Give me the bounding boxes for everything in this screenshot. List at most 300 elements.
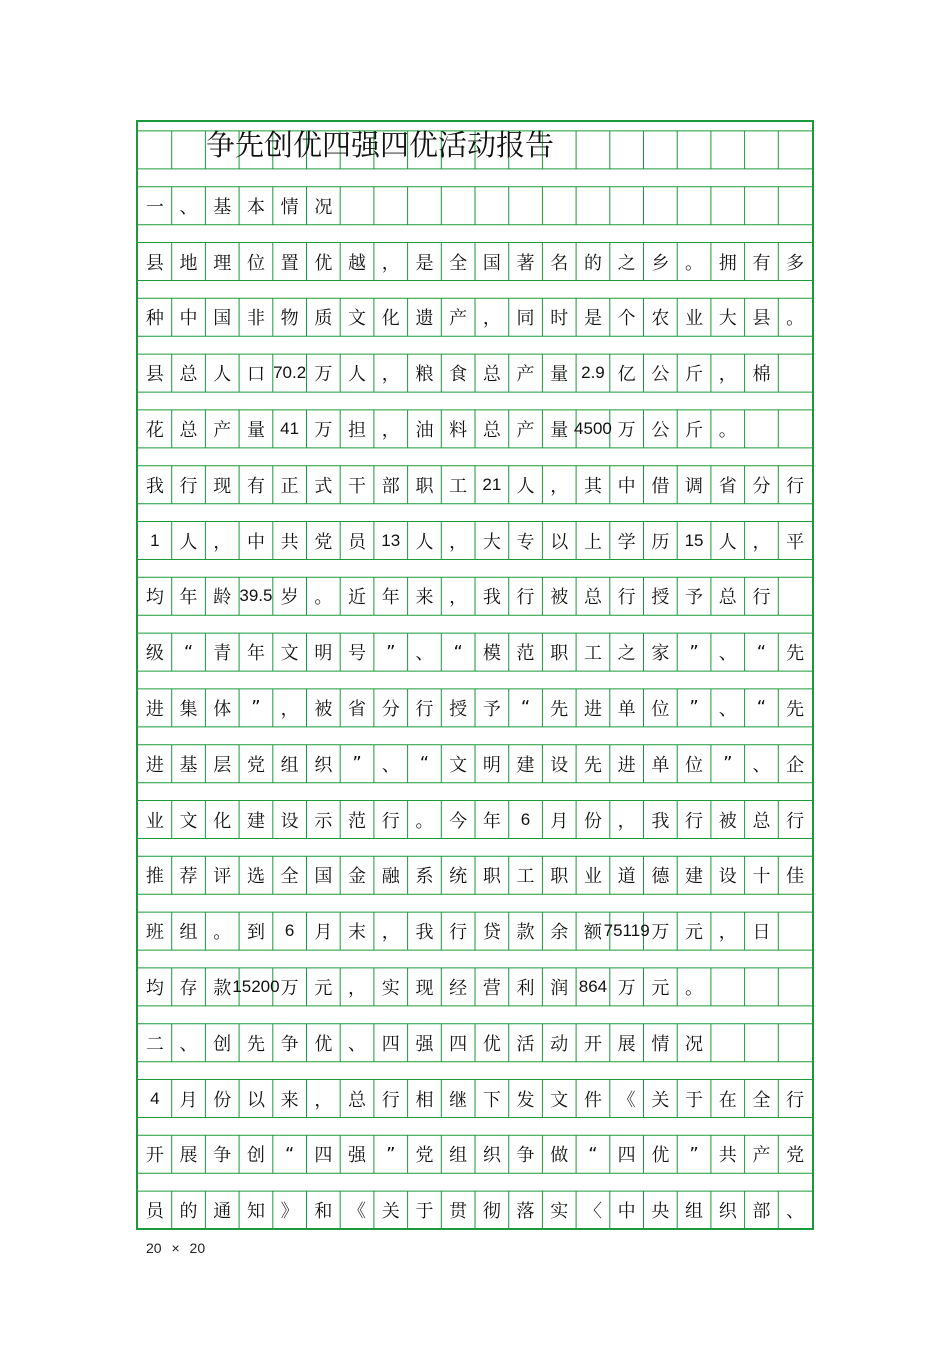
grid-cell: 借	[651, 475, 670, 497]
grid-cell: 行	[685, 810, 704, 832]
grid-cell: 行	[415, 698, 434, 720]
grid-cell: 21	[482, 474, 502, 494]
grid-cell: 有	[752, 252, 771, 274]
grid-cell: 有	[246, 475, 265, 497]
grid-cell: “	[756, 697, 767, 719]
grid-cell: 进	[145, 754, 164, 776]
grid-cell: 置	[280, 252, 299, 274]
grid-cell: 15	[684, 530, 704, 550]
grid-cell: 产	[449, 308, 468, 330]
grid-cell: 1	[150, 530, 160, 550]
grid-cell: 优	[314, 252, 333, 274]
grid-cell: 月	[550, 810, 569, 832]
grid-cell: 集	[179, 698, 198, 720]
grid-cell: 被	[718, 810, 737, 832]
grid-cell: 优	[651, 1145, 670, 1167]
grid-cell: 系	[415, 866, 434, 888]
text-row	[138, 1080, 812, 1118]
grid-cell: 地	[179, 252, 198, 274]
grid-cell: 争	[516, 1145, 535, 1167]
grid-cell: “	[453, 641, 463, 663]
grid-cell: 现	[213, 475, 232, 497]
grid-cell: 行	[179, 475, 198, 497]
grid-cell: 著	[516, 252, 535, 274]
grid-cell: ，	[381, 252, 400, 274]
grid-cell: 行	[617, 587, 636, 609]
grid-cell: 产	[752, 1145, 771, 1167]
grid-cell: 工	[449, 475, 468, 497]
grid-cell: 食	[449, 364, 468, 386]
grid-cell: 、	[179, 1033, 198, 1055]
text-row	[138, 633, 812, 671]
grid-cell: 文	[280, 643, 299, 665]
grid-cell: 层	[213, 754, 232, 776]
grid-cell: 款	[213, 977, 232, 999]
grid-cell: 优	[482, 1033, 501, 1055]
grid-cell: 开	[583, 1033, 602, 1055]
grid-cell: 争	[280, 1033, 299, 1055]
grid-cell: 建	[685, 866, 704, 888]
grid-cell: 下	[482, 1089, 501, 1111]
grid-cell: 实	[550, 1201, 569, 1223]
grid-cell: 量	[550, 419, 569, 441]
grid-cell: 织	[718, 1201, 737, 1223]
grid-cell: 经	[449, 977, 468, 999]
grid-cell: 共	[718, 1145, 737, 1167]
grid-cell: 争	[213, 1145, 232, 1167]
grid-cell: 余	[550, 922, 569, 944]
grid-cell: 模	[482, 643, 501, 665]
grid-cell: 量	[550, 364, 569, 386]
text-row	[138, 1024, 812, 1062]
grid-cell: “	[520, 697, 531, 719]
grid-cell: 。	[415, 810, 434, 832]
grid-cell: 总	[179, 364, 198, 386]
grid-cell: 、	[179, 196, 198, 218]
grid-cell: 织	[482, 1145, 501, 1167]
grid-cell: ，	[280, 698, 299, 720]
grid-cell: 行	[786, 475, 805, 497]
grid-cell: 的	[583, 252, 602, 274]
grid-cell: 落	[516, 1201, 535, 1223]
grid-cell: 大	[482, 531, 501, 553]
grid-cell: “	[419, 753, 430, 775]
grid-size-footer	[146, 1240, 205, 1256]
grid-cell: 行	[752, 587, 771, 609]
grid-cell: 理	[213, 252, 232, 274]
grid-cell: 县	[145, 252, 164, 274]
grid-cell: 4500	[574, 418, 612, 438]
grid-cell: 职	[415, 475, 434, 497]
footer-times-sign: ×	[171, 1240, 180, 1256]
grid-cell: 贯	[449, 1201, 468, 1223]
grid-cell: 万	[651, 922, 670, 944]
grid-cell: 量	[246, 419, 265, 441]
footer-rows: 20	[146, 1240, 162, 1256]
grid-cell: 。	[685, 977, 704, 999]
grid-cell: 创	[213, 1033, 232, 1055]
grid-cell: 被	[314, 698, 333, 720]
grid-cell: 强	[348, 1145, 367, 1167]
text-row	[138, 410, 812, 448]
grid-cell: 关	[381, 1201, 400, 1223]
grid-cell: 人	[516, 475, 535, 497]
grid-cell: 、	[381, 754, 400, 776]
grid-cell: 做	[550, 1145, 569, 1167]
grid-cell: 进	[583, 698, 602, 720]
grid-cell: 组	[179, 922, 198, 944]
grid-cell: 人	[415, 531, 434, 553]
grid-cell: 款	[516, 922, 535, 944]
grid-cell: 是	[415, 252, 434, 274]
grid-cell: 员	[145, 1201, 164, 1223]
grid-cell: 开	[145, 1145, 164, 1167]
grid-cell: 设	[550, 754, 569, 776]
grid-cell: 优	[314, 1033, 333, 1055]
grid-cell: 部	[752, 1201, 771, 1223]
grid-cell: 基	[213, 196, 232, 218]
grid-cell: 省	[718, 475, 737, 497]
grid-cell: 年	[179, 587, 198, 609]
grid-cell: ，	[348, 977, 367, 999]
grid-cell: 全	[280, 866, 299, 888]
grid-cell: 关	[651, 1089, 670, 1111]
grid-cell: 先	[786, 698, 805, 720]
grid-cell: ”	[352, 753, 362, 775]
grid-cell: 我	[482, 587, 501, 609]
grid-cell: 先	[246, 1033, 265, 1055]
grid-cell: 工	[516, 866, 535, 888]
grid-cell: 职	[550, 866, 569, 888]
grid-cell: 我	[415, 922, 434, 944]
grid-cell: “	[588, 1143, 598, 1165]
grid-cell: 末	[348, 922, 367, 944]
grid-cell: 和	[314, 1201, 333, 1223]
grid-cell: 进	[145, 698, 164, 720]
grid-cell: ，	[482, 308, 501, 330]
grid-cell: 基	[179, 754, 198, 776]
grid-cell: 人	[718, 531, 737, 553]
grid-cell: 职	[482, 866, 501, 888]
grid-cell: 营	[482, 977, 501, 999]
grid-cell: 龄	[213, 587, 232, 609]
grid-cell: 、	[718, 643, 737, 665]
text-row	[138, 745, 812, 783]
grid-cell: 。	[786, 308, 805, 330]
grid-cell: 份	[583, 810, 602, 832]
grid-cell: 情	[651, 1033, 670, 1055]
grid-cell: 、	[752, 754, 771, 776]
grid-cell: 的	[179, 1201, 198, 1223]
grid-cell: 知	[246, 1201, 265, 1223]
grid-cell: 月	[179, 1089, 198, 1111]
text-row	[138, 298, 812, 336]
grid-cell: 正	[280, 475, 299, 497]
text-row	[138, 187, 812, 225]
grid-cell: 润	[550, 977, 569, 999]
grid-cell: 、	[718, 698, 737, 720]
grid-cell: 我	[651, 810, 670, 832]
grid-cell: 15200	[232, 976, 280, 996]
grid-cell: 况	[314, 196, 333, 218]
grid-cell: 调	[685, 475, 704, 497]
grid-cell: ”	[386, 1143, 396, 1165]
grid-cell: 来	[280, 1089, 299, 1111]
grid-cell: 二	[145, 1033, 164, 1055]
grid-cell: 到	[246, 922, 265, 944]
grid-cell: 多	[786, 252, 805, 274]
grid-cell: 。	[213, 922, 232, 944]
grid-cell: 总	[482, 419, 501, 441]
grid-cell: 被	[550, 587, 569, 609]
grid-cell: 动	[550, 1033, 569, 1055]
grid-cell: 历	[651, 531, 670, 553]
grid-cell: 6	[284, 921, 295, 941]
grid-cell: 万	[314, 419, 333, 441]
grid-cell: 位	[246, 252, 265, 274]
grid-cell: 范	[348, 810, 367, 832]
grid-cell: ”	[251, 697, 261, 719]
grid-cell: “	[284, 1143, 295, 1165]
grid-cell: 中	[617, 1201, 636, 1223]
grid-cell: 担	[348, 419, 367, 441]
grid-cell: 以	[246, 1089, 265, 1111]
grid-cell: 相	[415, 1089, 434, 1111]
grid-cell: 在	[718, 1089, 737, 1111]
grid-cell: 产	[516, 364, 535, 386]
grid-cell: 干	[348, 475, 367, 497]
grid-cell: 省	[348, 698, 367, 720]
grid-cell: 全	[449, 252, 468, 274]
grid-cell: 总	[752, 810, 771, 832]
grid-cell: 工	[583, 643, 602, 665]
grid-cell: 先	[550, 698, 569, 720]
grid-cell: 十	[752, 866, 771, 888]
grid-cell: 部	[381, 475, 400, 497]
grid-cell: ，	[718, 922, 737, 944]
grid-cell: 2.9	[581, 363, 605, 383]
grid-cell: ”	[386, 641, 396, 663]
grid-cell: 总	[348, 1089, 367, 1111]
grid-cell: “	[183, 641, 194, 663]
grid-cell: 斤	[685, 364, 704, 386]
text-row	[138, 912, 812, 950]
grid-cell: 越	[348, 252, 367, 274]
grid-cell: 名	[550, 252, 569, 274]
grid-cell: 人	[213, 364, 232, 386]
grid-cell: 共	[280, 531, 299, 553]
grid-cell: 青	[213, 643, 232, 665]
grid-cell: ，	[381, 364, 400, 386]
grid-cell: 分	[752, 475, 771, 497]
text-row	[138, 1191, 812, 1229]
grid-cell: 彻	[482, 1201, 501, 1223]
grid-cell: 元	[685, 922, 704, 944]
text-row	[138, 801, 812, 839]
grid-cell: 明	[482, 754, 501, 776]
grid-cell: 央	[651, 1201, 670, 1223]
grid-cell: 现	[415, 977, 434, 999]
grid-cell: 明	[314, 643, 333, 665]
grid-cell: ，	[617, 810, 636, 832]
grid-cell: 统	[449, 866, 468, 888]
grid-cell: 70.2	[273, 363, 307, 383]
grid-cell: 位	[685, 754, 704, 776]
text-row	[138, 577, 812, 615]
grid-cell: 今	[449, 810, 468, 832]
grid-cell: 均	[145, 587, 164, 609]
footer-cols: 20	[189, 1240, 206, 1256]
grid-cell: 四	[617, 1145, 636, 1167]
grid-cell: 示	[314, 810, 333, 832]
grid-cell: 中	[617, 475, 636, 497]
grid-cell: 总	[583, 587, 602, 609]
text-row	[138, 466, 812, 504]
grid-cell: 四	[314, 1145, 333, 1167]
grid-cell: 75119	[603, 921, 650, 941]
grid-cell: 油	[415, 419, 434, 441]
grid-cell: 39.5	[239, 586, 273, 606]
grid-cell: 县	[145, 364, 164, 386]
grid-cell: 先	[583, 754, 602, 776]
grid-cell: 均	[145, 977, 164, 999]
grid-cell: 人	[179, 531, 198, 553]
text-row	[138, 968, 812, 1006]
grid-cell: ，	[381, 419, 400, 441]
grid-cell: 实	[381, 977, 400, 999]
grid-cell: 融	[381, 866, 400, 888]
grid-cell: 展	[179, 1145, 198, 1167]
grid-cell: 组	[449, 1145, 468, 1167]
grid-cell: 6	[520, 809, 531, 829]
grid-cell: 之	[617, 252, 636, 274]
grid-cell: 授	[449, 698, 468, 720]
grid-cell: 864	[578, 976, 608, 996]
grid-cell: 建	[246, 810, 265, 832]
grid-cell: 企	[786, 754, 805, 776]
grid-cell: 、	[415, 643, 434, 665]
text-row	[138, 522, 812, 560]
grid-cell: 专	[516, 531, 535, 553]
grid-cell: 质	[314, 308, 333, 330]
grid-cell: 是	[583, 308, 602, 330]
grid-cell: 文	[449, 754, 468, 776]
grid-cell: 来	[415, 587, 434, 609]
grid-cell: 上	[583, 531, 602, 553]
grid-cell: 分	[381, 698, 400, 720]
grid-cell: 花	[145, 419, 164, 441]
grid-lines	[138, 122, 812, 1228]
grid-cell: 单	[651, 754, 670, 776]
grid-cell: 化	[381, 308, 400, 330]
grid-cell: 班	[145, 922, 164, 944]
grid-cell: 日	[752, 922, 771, 944]
grid-cell: 党	[786, 1145, 805, 1167]
grid-cell: ”	[689, 697, 699, 719]
grid-cell: 物	[280, 308, 299, 330]
grid-cell: 位	[651, 698, 670, 720]
grid-cell: 我	[145, 475, 164, 497]
grid-cell: 情	[280, 196, 299, 218]
grid-cell: 份	[213, 1089, 232, 1111]
grid-cell: 国	[482, 252, 501, 274]
grid-cell: 活	[516, 1033, 535, 1055]
grid-cell: 〈	[583, 1201, 602, 1223]
grid-cell: ，	[449, 531, 468, 553]
grid-cell: 乡	[651, 252, 670, 274]
grid-cell: 道	[617, 866, 636, 888]
grid-cell: 本	[246, 196, 265, 218]
grid-cell: 家	[651, 643, 670, 665]
grid-cell: 行	[381, 810, 400, 832]
grid-cell: 设	[280, 810, 299, 832]
grid-cell: 大	[718, 308, 737, 330]
grid-cell: 国	[213, 308, 232, 330]
grid-cell: ，	[718, 364, 737, 386]
text-row	[138, 856, 812, 894]
grid-cell: 金	[348, 866, 367, 888]
grid-cell: 产	[213, 419, 232, 441]
grid-cell: 德	[651, 866, 670, 888]
grid-cell: ，	[550, 475, 569, 497]
grid-cell: 级	[145, 643, 164, 665]
page-title: 争先创优四强四优活动报告	[206, 128, 555, 162]
grid-cell: 拥	[718, 252, 737, 274]
grid-cell: 总	[482, 364, 501, 386]
grid-cell: 织	[314, 754, 333, 776]
grid-cell: 4	[150, 1088, 160, 1108]
grid-cell: 建	[516, 754, 535, 776]
grid-cell: 种	[145, 308, 164, 330]
grid-cell: 进	[617, 754, 636, 776]
grid-cell: 近	[348, 587, 367, 609]
grid-cell: 人	[348, 364, 367, 386]
grid-cell: 《	[617, 1089, 636, 1111]
grid-cell: 亿	[617, 364, 636, 386]
grid-cell: 况	[685, 1033, 704, 1055]
grid-cell: 之	[617, 643, 636, 665]
grid-cell: 贷	[482, 922, 501, 944]
text-row	[138, 243, 812, 281]
grid-cell: ”	[689, 1143, 699, 1165]
grid-cell: 行	[786, 810, 805, 832]
grid-cell: 平	[786, 531, 805, 553]
grid-cell: 》	[280, 1201, 299, 1223]
grid-cell: 号	[348, 643, 367, 665]
grid-cell: 推	[145, 866, 164, 888]
grid-cell: 全	[752, 1089, 771, 1111]
grid-cell: 万	[617, 419, 636, 441]
grid-cell: ”	[689, 641, 699, 663]
grid-cell: 额	[583, 922, 602, 944]
grid-cell: 于	[685, 1089, 704, 1111]
grid-cell: 公	[651, 419, 670, 441]
text-row	[138, 1135, 812, 1173]
grid-cell: 一	[145, 196, 164, 218]
grid-cell: 《	[348, 1201, 367, 1223]
grid-cell: 以	[550, 531, 569, 553]
grid-cell: ，	[314, 1089, 333, 1111]
grid-cell: 四	[381, 1033, 400, 1055]
grid-cell: 个	[617, 308, 636, 330]
grid-cell: 行	[449, 922, 468, 944]
grid-cell: 县	[752, 308, 771, 330]
grid-cell: 四	[449, 1033, 468, 1055]
grid-cell: 棉	[752, 364, 771, 386]
grid-cell: 其	[583, 475, 602, 497]
grid-cell: 万	[617, 977, 636, 999]
grid-cell: 予	[482, 698, 501, 720]
